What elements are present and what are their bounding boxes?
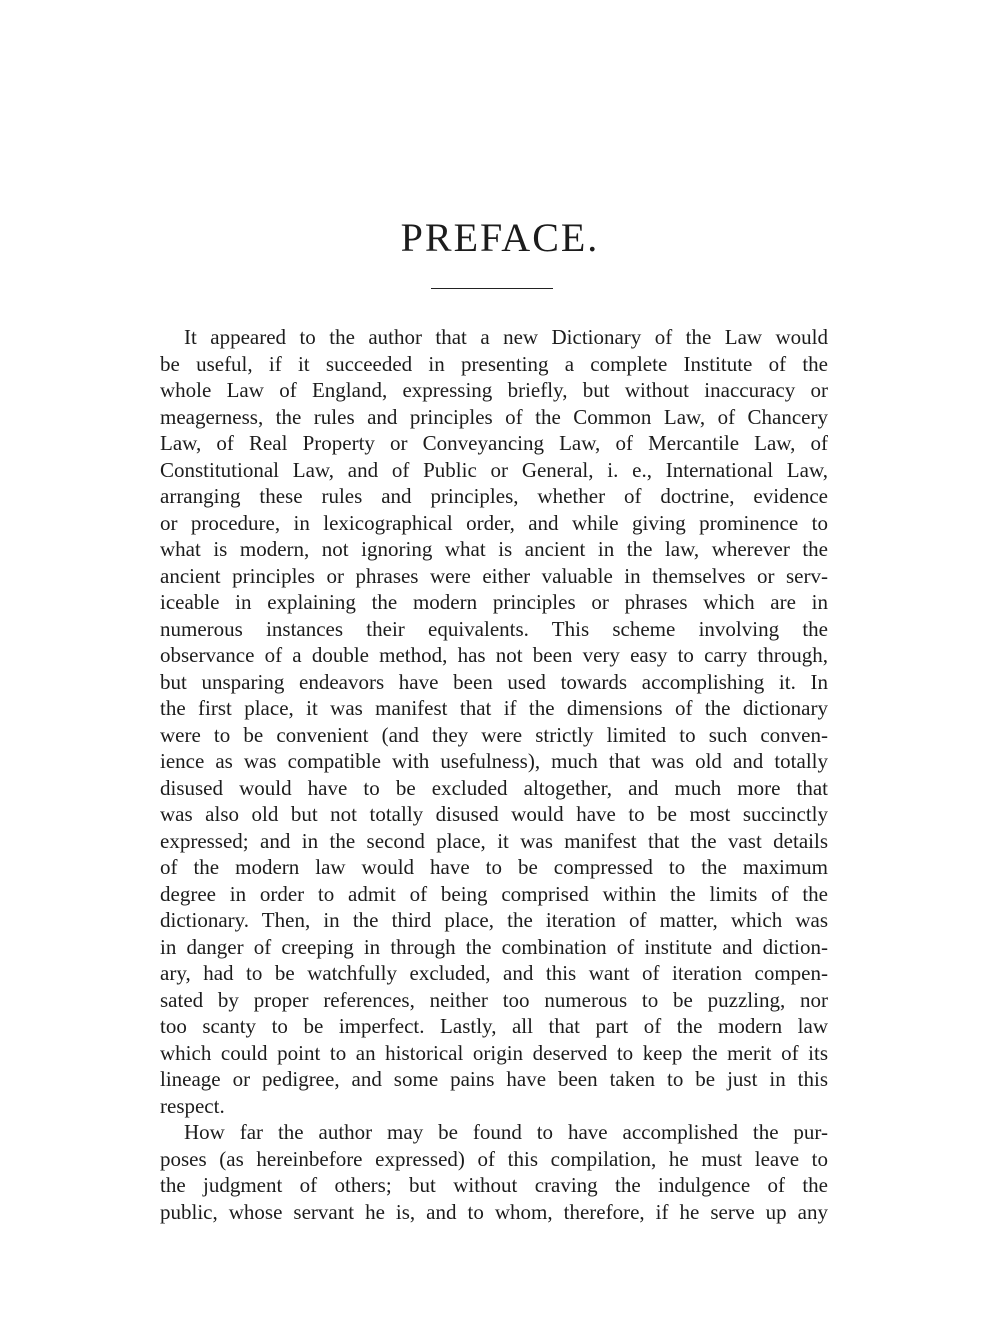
text-line: what is modern, not ignoring what is ancient in the law, wherever the: [160, 537, 828, 561]
text-line: lineage or pedigree, and some pains have been taken to be just in this: [160, 1067, 828, 1091]
text-line: be useful, if it succeeded in presenting a complete Institute of the: [160, 351, 828, 376]
text-line: poses (as hereinbefore expressed) of this compilation, he must leave to: [160, 1146, 828, 1171]
text-line: were to be convenient (and they were strictly limited to such conven-: [160, 722, 828, 747]
text-line: ary, had to be watchfully excluded, and this want of iteration compen-: [160, 961, 828, 985]
text-line: which could point to an historical origin deserved to keep the merit of its: [160, 1040, 828, 1065]
text-line: expressed; and in the second place, it was manifest that the vast details: [160, 828, 828, 853]
text-line: numerous instances their equivalents. This scheme involving the: [160, 616, 828, 641]
page-title: PREFACE.: [400, 215, 600, 260]
text-line: sated by proper references, neither too numerous to be puzzling, nor: [160, 987, 828, 1012]
text-line: ancient principles or phrases were either valuable in themselves or serv-: [160, 563, 828, 588]
text-line: It appeared to the author that a new Dictionary of the Law would: [184, 325, 828, 349]
text-line: meagerness, the rules and principles of the Common Law, of Chancery: [160, 404, 828, 429]
text-line: was also old but not totally disused would have to be most succinctly: [160, 802, 828, 826]
text-line: too scanty to be imperfect. Lastly, all that part of the modern law: [160, 1014, 828, 1038]
text-line: iceable in explaining the modern principles or phrases which are in: [160, 590, 828, 614]
text-line: Law, of Real Property or Conveyancing Law, of Mercantile Law, of: [160, 431, 828, 455]
text-line: dictionary. Then, in the third place, the iteration of matter, which was: [160, 908, 828, 932]
text-line: observance of a double method, has not been very easy to carry through,: [160, 643, 828, 667]
paragraph: [160, 1119, 828, 1225]
text-line: arranging these rules and principles, whether of doctrine, evidence: [160, 484, 828, 508]
text-line: public, whose servant he is, and to whom, therefore, if he serve up any: [160, 1199, 828, 1224]
paragraph: [160, 324, 828, 1119]
text-line: whole Law of England, expressing briefly, but without inaccuracy or: [160, 378, 828, 402]
text-line: of the modern law would have to be compressed to the maximum: [160, 855, 828, 879]
text-line: respect.: [160, 1093, 225, 1118]
preface-body: [160, 324, 828, 1225]
text-line: the judgment of others; but without craving the indulgence of the: [160, 1173, 828, 1197]
text-line: in danger of creeping in through the combination of institute and diction-: [160, 934, 828, 959]
text-line: Constitutional Law, and of Public or General, i. e., International Law,: [160, 457, 828, 482]
text-line: disused would have to be excluded altogether, and much more that: [160, 775, 828, 800]
text-line: the first place, it was manifest that if the dimensions of the dictionary: [160, 696, 828, 720]
text-line: ience as was compatible with usefulness), much that was old and totally: [160, 749, 828, 773]
text-line: degree in order to admit of being comprised within the limits of the: [160, 881, 828, 906]
text-line: How far the author may be found to have accomplished the pur-: [184, 1120, 828, 1144]
text-line: but unsparing endeavors have been used towards accomplishing it. In: [160, 669, 828, 694]
text-line: or procedure, in lexicographical order, and while giving prominence to: [160, 510, 828, 535]
title-rule: [431, 288, 553, 289]
